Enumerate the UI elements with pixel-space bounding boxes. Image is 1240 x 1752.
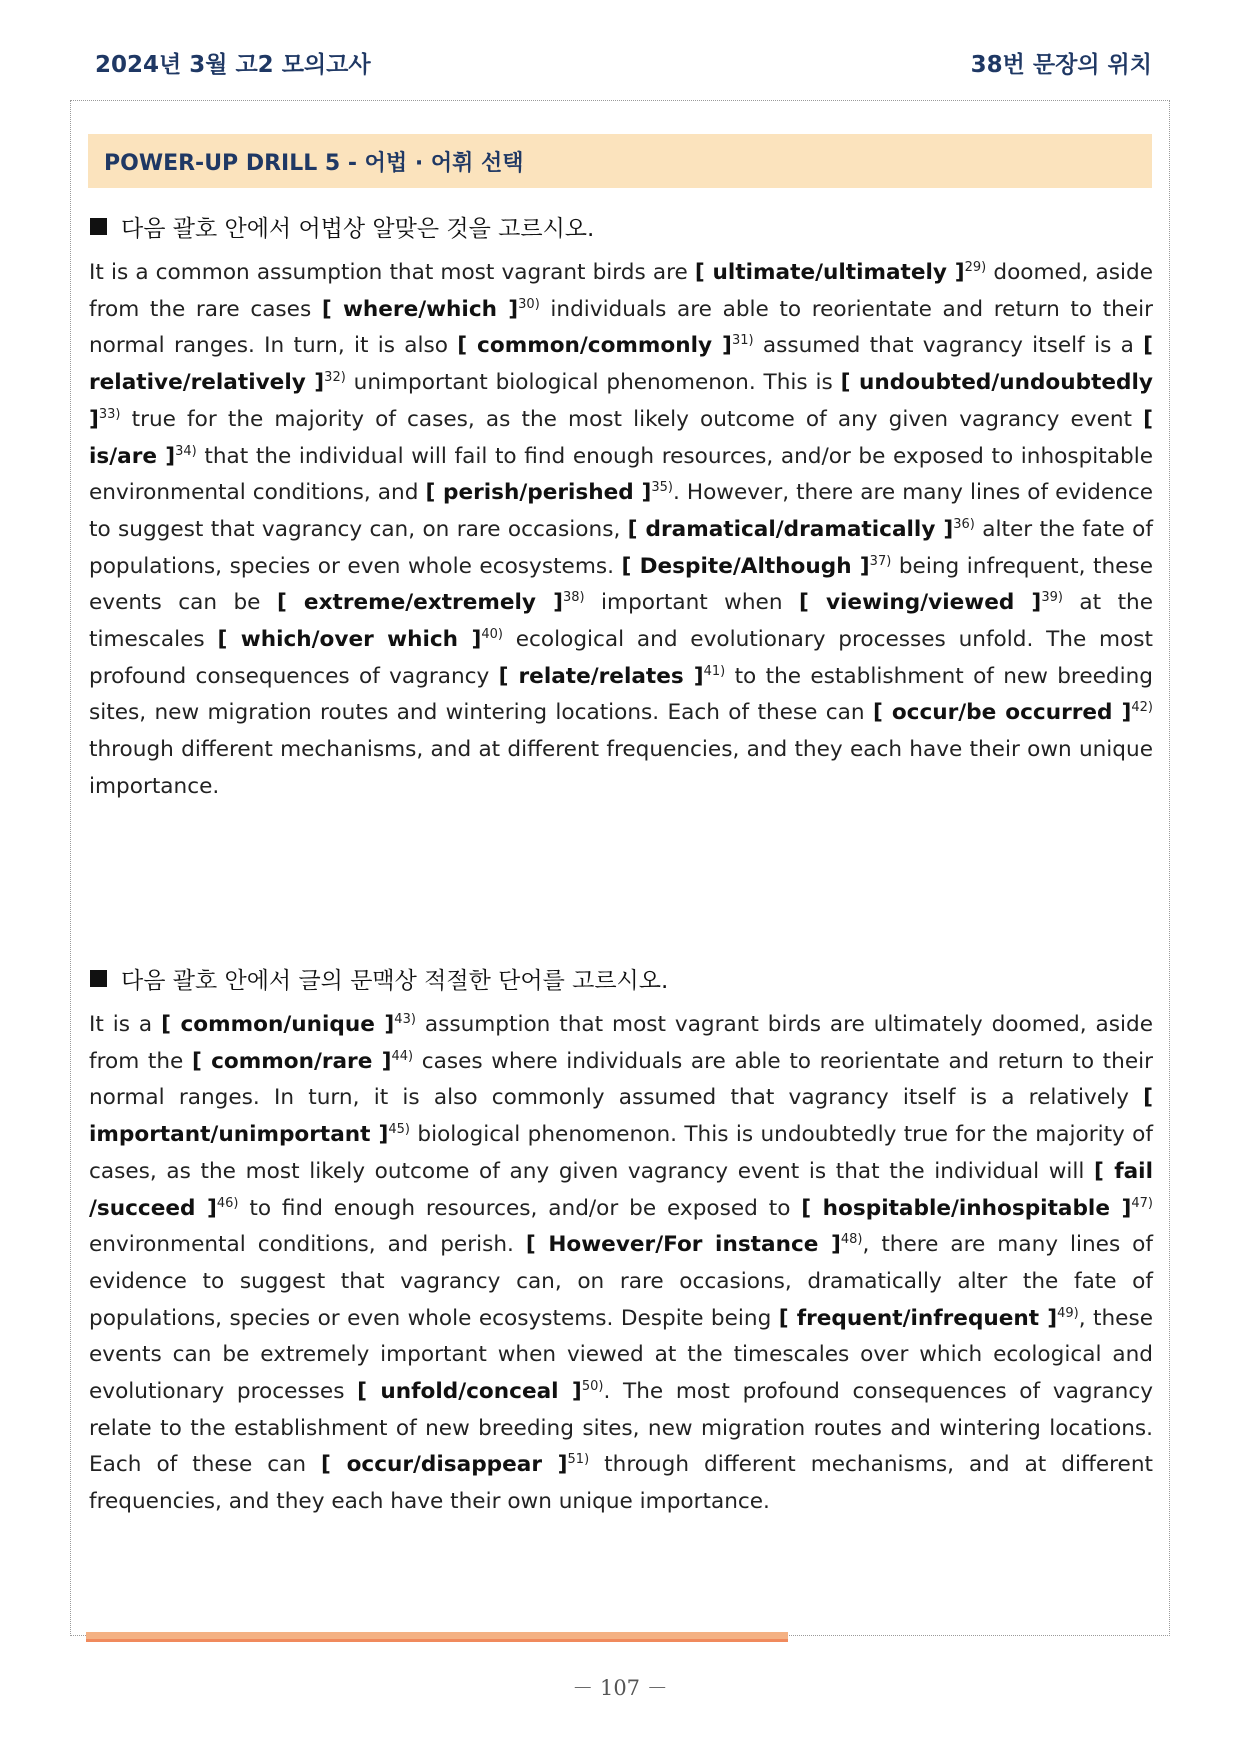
answer-choice: [ is/are ] bbox=[89, 406, 1153, 469]
question-number: 33) bbox=[98, 406, 121, 422]
instruction-text: 다음 괄호 안에서 어법상 알맞은 것을 고르시오. bbox=[121, 216, 595, 242]
instruction-grammar bbox=[90, 210, 594, 243]
question-number: 30) bbox=[518, 296, 540, 312]
answer-choice: [ extreme/extremely ] bbox=[276, 590, 563, 616]
page-number: － 107 － bbox=[572, 1676, 668, 1700]
question-number: 51) bbox=[567, 1452, 590, 1468]
answer-choice: [ which/over which ] bbox=[217, 627, 482, 653]
answer-choice: [ frequent/infrequent ] bbox=[778, 1305, 1058, 1331]
question-number: 42) bbox=[1131, 700, 1153, 716]
passage-vocab: It is a [ common/unique ]$^{43)}$ assumption that most vagrant birds are ultimately doomed, aside from the [ common/rare ]$^{44)}$ cases where individuals are able to reorientate and return to their normal ranges. In turn, it is also commonly assumed that vagrancy itself is a relatively [ important/unimportant ]$^{45)}$ biological phenomenon. This is undoubtedly true for the majority of cases, as the most likely outcome of any given vagrancy event is that the individual will [ fail /succeed ]$^{46)}$ to find enough resources, and/or be exposed to [ hospitable/inhospitable ]$^{47)}$ environmental conditions, and perish. [ However/For instance ]$^{48)}$, there are many lines of evidence to suggest that vagrancy can, on rare occasions, dramatically alter the fate of populations, species or even whole ecosystems. Despite being [ frequent/infrequent ]$^{49)}$, these events can be extremely important when viewed at the timescales over which ecological and evolutionary processes [ unfold/conceal ]$^{50)}$. The most profound consequences of vagrancy relate to the establishment of new breeding sites, new migration routes and wintering locations. Each of these can [ occur/disappear ]$^{51)}$ through different mechanisms, and at different frequencies, and they each have their own unique importance. bbox=[89, 1011, 1154, 1515]
square-bullet-icon bbox=[90, 218, 107, 235]
answer-choice: [ relate/relates ] bbox=[498, 663, 704, 689]
passage-grammar: It is a common assumption that most vagrant birds are [ ultimate/ultimately ]$^{29)}$ doomed, aside from the rare cases [ where/which ]$^{30)}$ individuals are able to reorientate and return to their normal ranges. In turn, it is also [ common/commonly ]$^{31)}$ assumed that vagrancy itself is a [ relative/relatively ]$^{32)}$ unimportant biological phenomenon. This is [ undoubted/undoubtedly ]$^{33)}$ true for the majority of cases, as the most likely outcome of any given vagrancy event [ is/are ]$^{34)}$ that the individual will fail to find enough resources, and/or be exposed to inhospitable environmental conditions, and [ perish/perished ]$^{35)}$. However, there are many lines of evidence to suggest that vagrancy can, on rare occasions, [ dramatical/dramatically ]$^{36)}$ alter the fate of populations, species or even whole ecosystems. [ Despite/Although ]$^{37)}$ being infrequent, these events can be [ extreme/extremely ]$^{38)}$ important when [ viewing/viewed ]$^{39)}$ at the timescales [ which/over which ]$^{40)}$ ecological and evolutionary processes unfold. The most profound consequences of vagrancy [ relate/relates ]$^{41)}$ to the establishment of new breeding sites, new migration routes and wintering locations. Each of these can [ occur/be occurred ]$^{42)}$ through different mechanisms, and at different frequencies, and they each have their own unique importance. bbox=[89, 259, 1154, 799]
question-number: 40) bbox=[481, 626, 503, 642]
answer-choice: [ However/For instance ] bbox=[525, 1232, 841, 1258]
question-number: 49) bbox=[1057, 1305, 1079, 1321]
question-number: 47) bbox=[1131, 1195, 1153, 1211]
answer-choice: [ where/which ] bbox=[321, 296, 519, 322]
question-number: 50) bbox=[581, 1378, 604, 1394]
question-number: 37) bbox=[869, 553, 892, 569]
question-number: 41) bbox=[703, 663, 726, 679]
answer-choice: [ hospitable/inhospitable ] bbox=[801, 1195, 1132, 1221]
question-number: 39) bbox=[1041, 590, 1063, 606]
answer-choice: [ unfold/conceal ] bbox=[357, 1379, 582, 1405]
instruction-vocab bbox=[90, 962, 668, 995]
answer-choice: [ undoubted/undoubtedly ] bbox=[89, 370, 1153, 432]
question-number: 48) bbox=[840, 1232, 863, 1248]
bottom-accent-bar bbox=[86, 1632, 788, 1642]
exam-title: 2024년 3월 고2 모의고사 bbox=[95, 52, 371, 78]
square-bullet-icon bbox=[90, 970, 107, 987]
answer-choice: [ perish/perished ] bbox=[425, 480, 652, 506]
question-number: 43) bbox=[394, 1011, 416, 1027]
answer-choice: [ occur/disappear ] bbox=[321, 1452, 568, 1478]
answer-choice: [ common/commonly ] bbox=[457, 333, 732, 359]
question-number: 38) bbox=[562, 590, 585, 606]
question-number: 31) bbox=[731, 333, 754, 349]
drill-title: POWER-UP DRILL 5 - 어법 · 어휘 선택 bbox=[88, 134, 1152, 188]
question-number: 36) bbox=[953, 516, 975, 532]
answer-choice: [ viewing/viewed ] bbox=[798, 590, 1042, 616]
answer-choice: [ dramatical/dramatically ] bbox=[627, 516, 954, 542]
answer-choice: [ common/rare ] bbox=[191, 1048, 392, 1074]
answer-choice: [ relative/relatively ] bbox=[89, 333, 1154, 396]
instruction-text: 다음 괄호 안에서 글의 문맥상 적절한 단어를 고르시오. bbox=[121, 968, 669, 994]
question-number: 29) bbox=[964, 259, 987, 275]
section-title: 38번 문장의 위치 bbox=[970, 52, 1152, 78]
question-number: 32) bbox=[324, 369, 346, 385]
answer-choice: [ Despite/Although ] bbox=[621, 553, 870, 579]
answer-choice: [ common/unique ] bbox=[161, 1012, 395, 1037]
question-number: 46) bbox=[216, 1195, 239, 1211]
question-number: 44) bbox=[391, 1048, 414, 1064]
answer-choice: [ occur/be occurred ] bbox=[872, 700, 1132, 726]
question-number: 35) bbox=[651, 480, 673, 496]
question-number: 34) bbox=[175, 443, 197, 459]
question-number: 45) bbox=[388, 1121, 411, 1137]
answer-choice: [ fail /succeed ] bbox=[89, 1158, 1153, 1221]
answer-choice: [ ultimate/ultimately ] bbox=[694, 260, 965, 285]
answer-choice: [ important/unimportant ] bbox=[89, 1085, 1153, 1148]
